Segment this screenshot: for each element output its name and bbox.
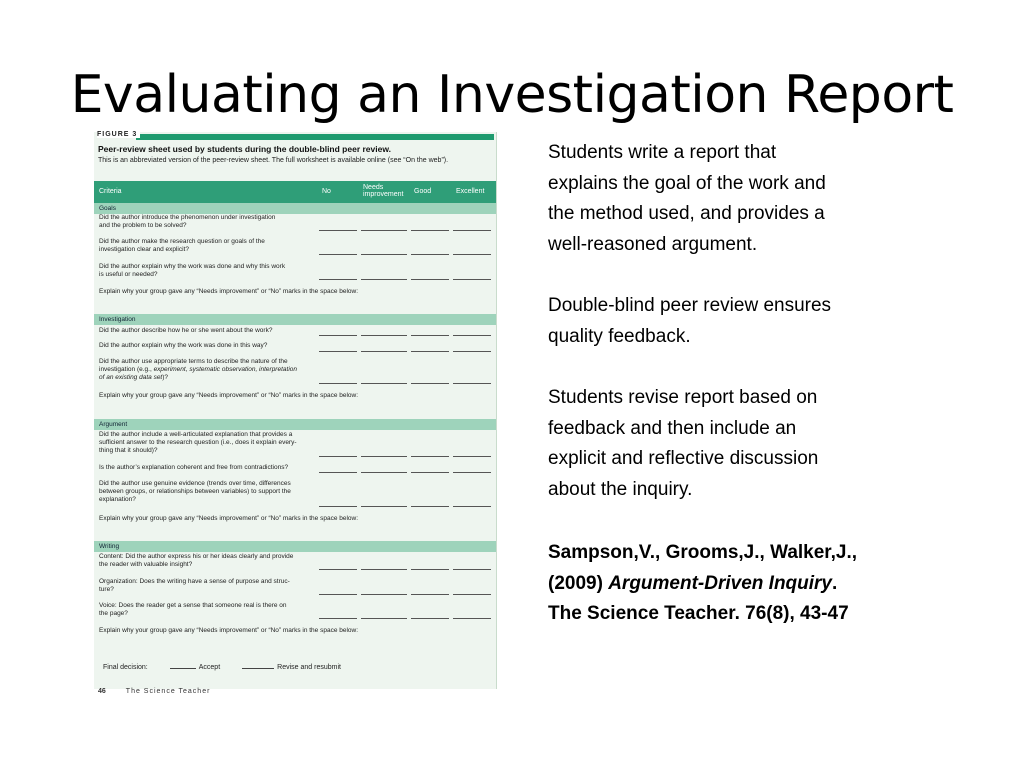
goals-explain-prompt: Explain why your group gave any “Needs improvement” or “No” marks in the space below: — [99, 288, 359, 295]
rating-blanks[interactable] — [319, 456, 491, 457]
figure-label-row — [94, 132, 496, 140]
col-excellent: Excellent — [456, 188, 485, 195]
figure-label: FIGURE 3 — [97, 131, 140, 138]
accept-blank[interactable] — [170, 662, 196, 669]
col-improvement: improvement — [363, 191, 404, 198]
figure-heading: Peer-review sheet used by students during the double-blind peer review. — [98, 144, 392, 154]
figure-accent-bar — [136, 134, 494, 140]
figure-subheading: This is an abbreviated version of the peer-review sheet. The full worksheet is available online (see “On the web”). — [98, 157, 449, 164]
reference-citation: Sampson,V., Grooms,J., Walker,J., (2009) Argument-Driven Inquiry. The Science Teacher. 76(8), 43-47 — [548, 542, 858, 624]
section-investigation: Investigation — [94, 314, 496, 325]
section-writing: Writing — [94, 541, 496, 552]
accept-label: Accept — [198, 664, 221, 671]
argument-question-2: Is the author’s explanation coherent and free from contradictions? — [99, 464, 289, 471]
rating-blanks[interactable] — [319, 279, 491, 280]
rating-blanks[interactable] — [319, 335, 491, 336]
col-criteria: Criteria — [99, 188, 122, 195]
figure-footer — [98, 688, 210, 695]
writing-question-2: Organization: Does the writing have a sense of purpose and struc- ture? — [99, 578, 290, 593]
rating-blanks[interactable] — [319, 351, 491, 352]
paragraph-report: Students write a report that explains the goal of the work and the method used, and provides a well-reasoned argument. — [548, 142, 826, 255]
paragraph-revise: Students revise report based on feedback and then include an explicit and reflective discussion about the inquiry. — [548, 387, 819, 500]
section-goals: Goals — [94, 203, 496, 214]
investigation-explain-prompt: Explain why your group gave any “Needs improvement” or “No” marks in the space below: — [99, 392, 359, 399]
col-good: Good — [414, 188, 432, 195]
slide-title: Evaluating an Investigation Report — [70, 65, 954, 125]
col-needs-improvement — [363, 184, 403, 198]
rating-blanks[interactable] — [319, 594, 491, 595]
rating-blanks[interactable] — [319, 254, 491, 255]
revise-blank[interactable] — [242, 662, 274, 669]
rating-blanks[interactable] — [319, 472, 491, 473]
peer-review-figure — [94, 132, 497, 689]
investigation-question-1: Did the author describe how he or she went about the work? — [99, 327, 273, 334]
rating-blanks[interactable] — [319, 230, 491, 231]
rating-blanks[interactable] — [319, 618, 491, 619]
writing-explain-prompt: Explain why your group gave any “Needs improvement” or “No” marks in the space below: — [99, 627, 359, 634]
writing-question-3: Voice: Does the reader get a sense that someone real is there on the page? — [99, 602, 287, 617]
goals-question-2: Did the author make the research question or goals of the investigation clear and explicit? — [99, 238, 265, 253]
final-decision — [103, 662, 483, 671]
argument-question-3: Did the author use genuine evidence (trends over time, differences between groups, or relationships between variables) to support the explanation? — [99, 480, 291, 503]
revise-label: Revise and resubmit — [277, 664, 341, 671]
section-argument: Argument — [94, 419, 496, 430]
table-header — [94, 181, 496, 203]
final-decision-label: Final decision: — [103, 664, 148, 671]
argument-explain-prompt: Explain why your group gave any “Needs improvement” or “No” marks in the space below: — [99, 515, 359, 522]
rating-blanks[interactable] — [319, 383, 491, 384]
argument-question-1: Did the author include a well-articulated explanation that provides a sufficient answer to the research question (i.e., does it explain every- thing that it should)? — [99, 431, 297, 454]
goals-question-1: Did the author introduce the phenomenon under investigation and the problem to be solved? — [99, 214, 276, 229]
rating-blanks[interactable] — [319, 569, 491, 570]
paragraph-peer-review: Double-blind peer review ensures quality feedback. — [548, 295, 832, 347]
col-no: No — [322, 188, 331, 195]
investigation-question-2: Did the author explain why the work was done in this way? — [99, 342, 268, 349]
writing-question-1: Content: Did the author express his or her ideas clearly and provide the reader with valuable insight? — [99, 553, 294, 568]
journal-name: The Science Teacher — [125, 688, 211, 695]
page-number: 46 — [98, 688, 106, 695]
rating-blanks[interactable] — [319, 506, 491, 507]
goals-question-3: Did the author explain why the work was done and why this work is useful or needed? — [99, 263, 286, 278]
investigation-question-3: Did the author use appropriate terms to describe the nature of the investigation (e.g., experiment, systematic observation, interpretation of an existing data set)? — [99, 358, 297, 381]
col-needs: Needs — [363, 184, 384, 191]
